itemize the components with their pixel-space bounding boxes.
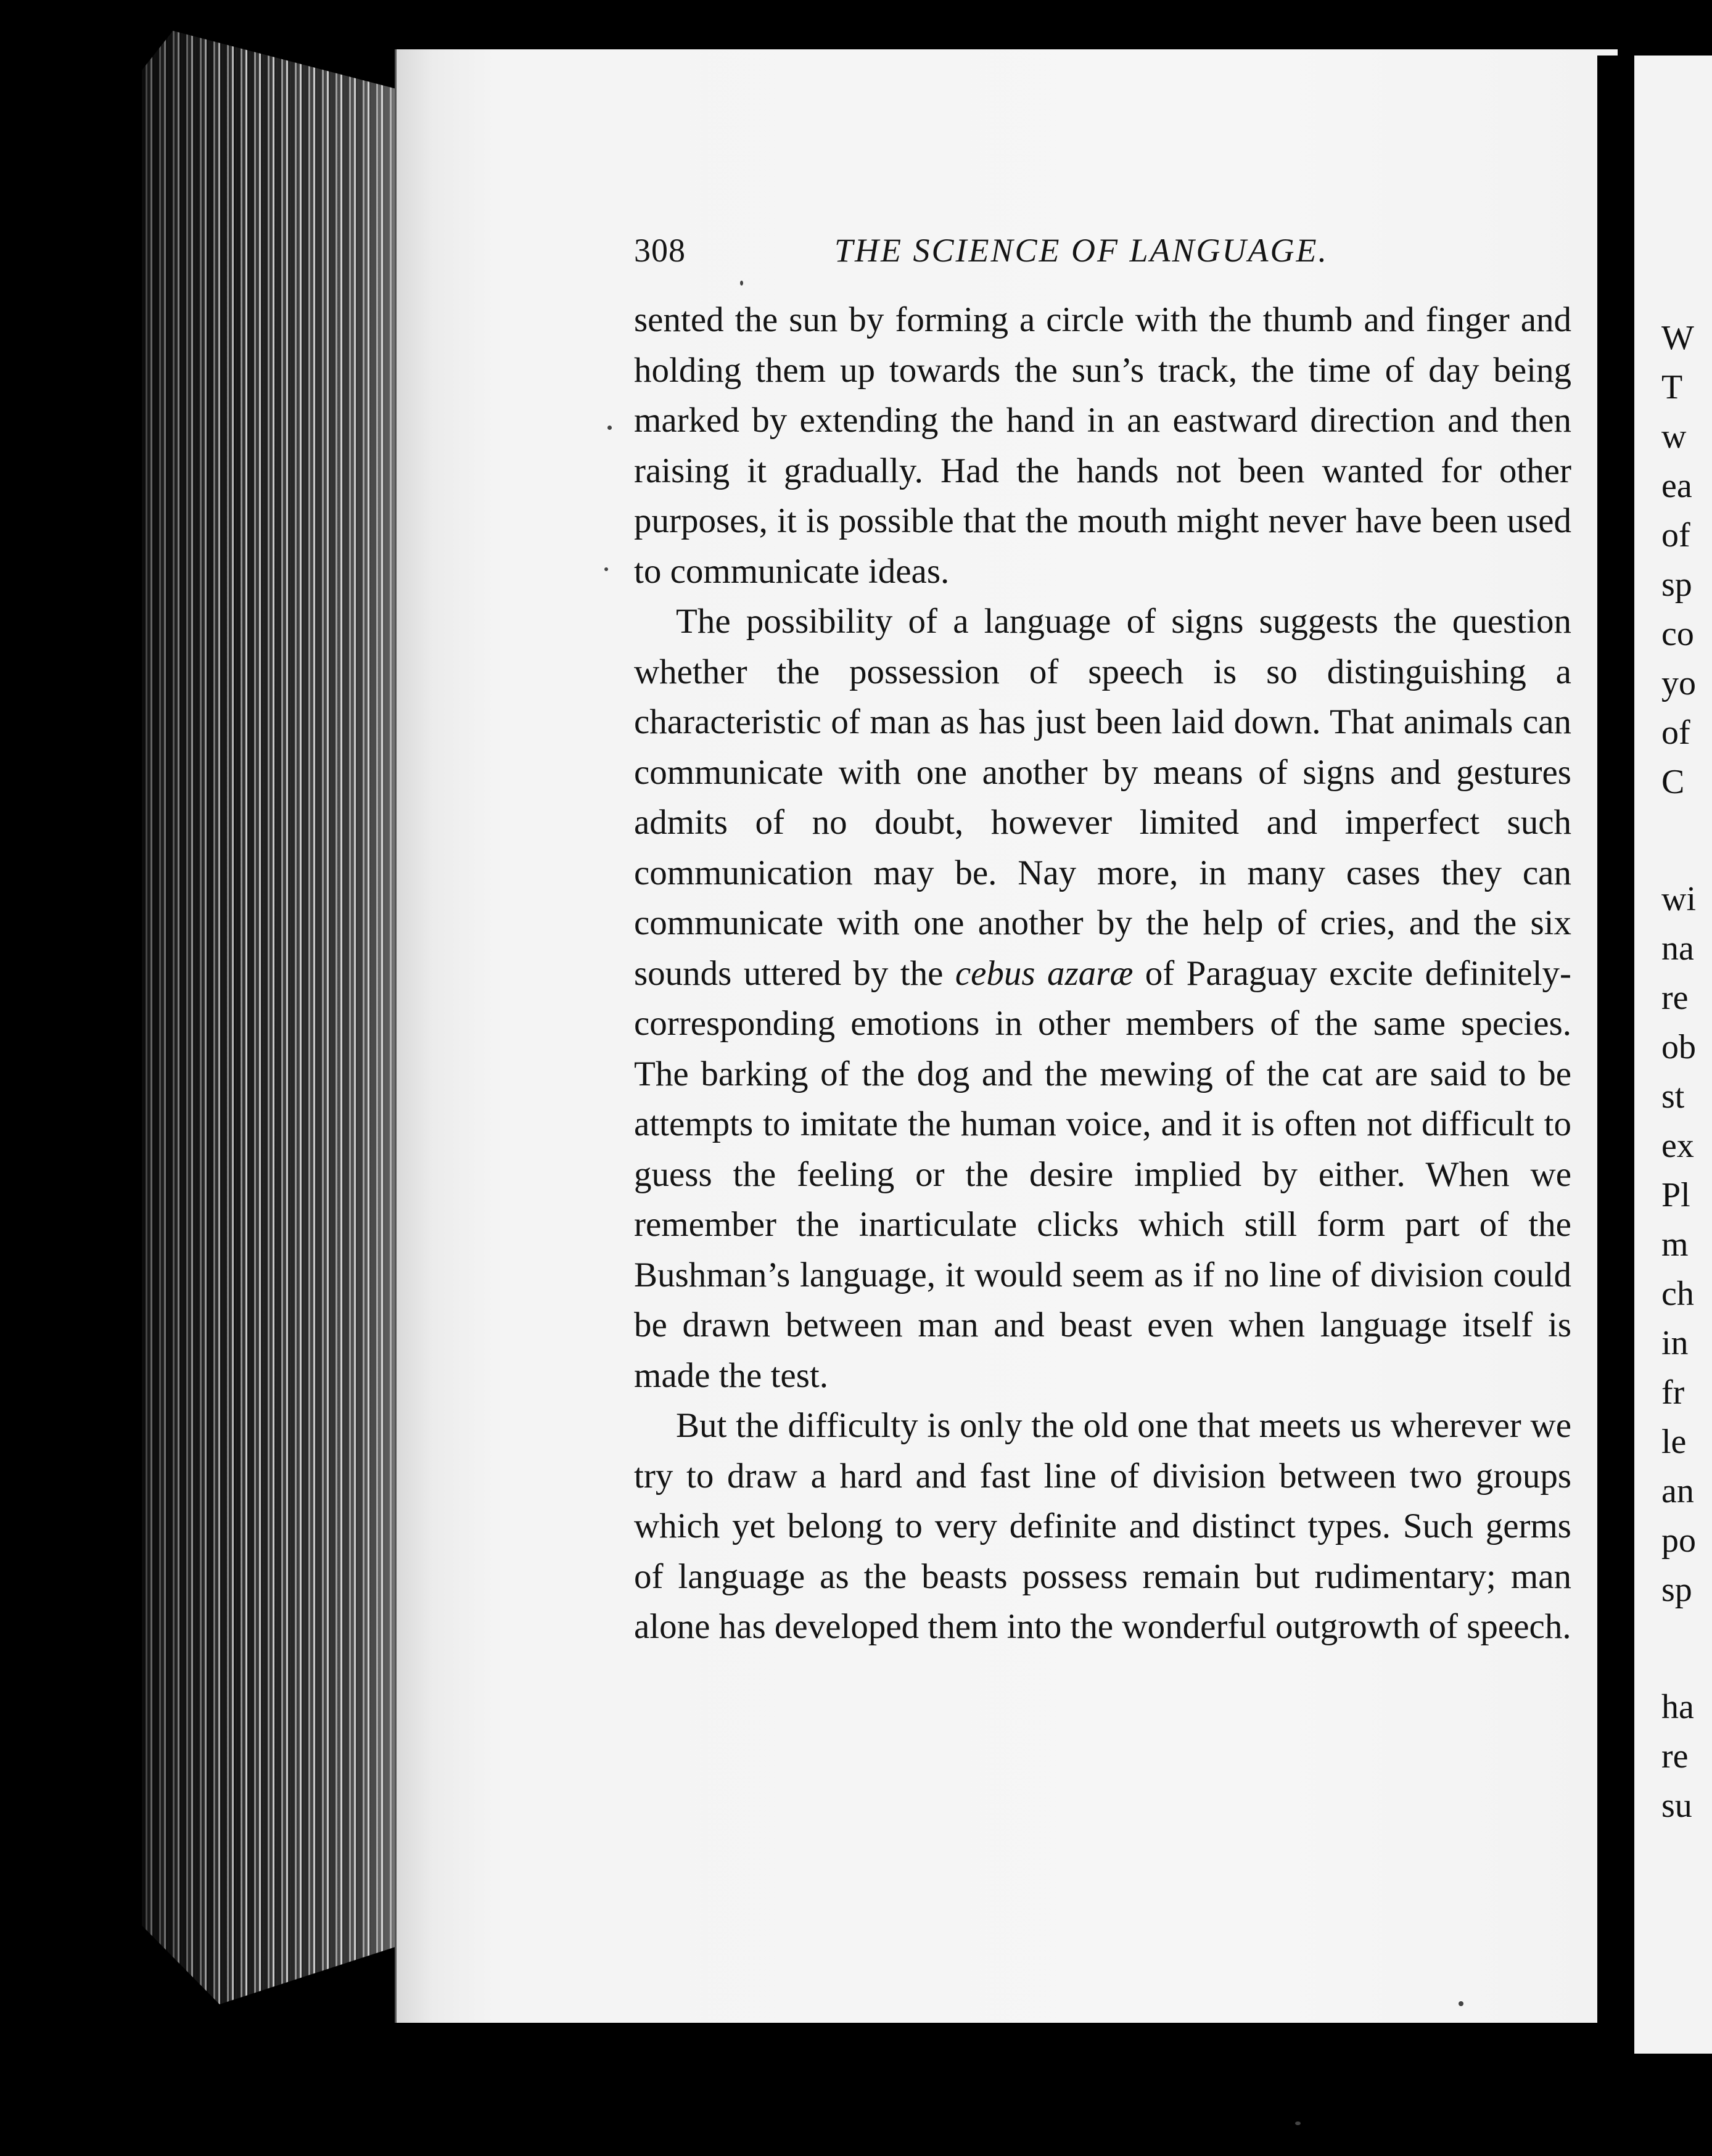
next-page-fragment: na <box>1661 929 1694 968</box>
next-page-fragment: st <box>1661 1077 1685 1116</box>
next-page-fragment: wi <box>1661 880 1696 918</box>
paragraph-text: of Paraguay excite definitely-corresponding emotions in other members of the same species. The barking of the dog and the mewing of the cat are said to be attempts to imitate the human voice, and it is often not difficult to guess the feeling or the desire implied by either. When we remember the inarticulate clicks which still form part of the Bushman’s language, it would seem as if no line of division could be drawn between man and beast even when language itself is made the test. <box>634 953 1571 1395</box>
next-page-fragment: in <box>1661 1324 1689 1362</box>
next-page-fragment: yo <box>1661 664 1696 702</box>
next-page-fragment: of <box>1661 714 1690 752</box>
paragraph <box>634 596 1571 1401</box>
next-page-fragment: w <box>1661 418 1687 456</box>
next-page-fragment: ch <box>1661 1275 1694 1313</box>
next-page-fragment: po <box>1661 1521 1696 1560</box>
book-gutter <box>1597 56 1634 2060</box>
next-page-fragment: ea <box>1661 467 1692 505</box>
next-page-fragment: ob <box>1661 1028 1696 1066</box>
next-page-fragment: sp <box>1661 566 1692 604</box>
page-number: 308 <box>634 232 686 269</box>
next-page-fragment: ex <box>1661 1127 1694 1165</box>
paragraph: sented the sun by forming a circle with the thumb and finger and holding them up towards the sun’s track, the time of day being marked by extending the hand in an eastward direction and then raising it gradually. Had the hands not been wanted for other purposes, it is possible that the mouth might never have been used to communicate ideas. <box>634 300 1571 591</box>
next-page-fragment: m <box>1661 1225 1689 1264</box>
next-page-fragment: of <box>1661 516 1690 554</box>
next-page-fragment: co <box>1661 615 1694 653</box>
next-page-fragment: re <box>1661 1737 1689 1775</box>
paragraph-text: The possibility of a language of signs suggests the question whether the possession of speech is so distinguishing a characteristic of man as has just been laid down. That animals can communicate with one another by means of signs and gestures admits of no doubt, however limited and imperfect such communication may be. Nay more, in many cases they can communicate with one another by the help of cries, and the six sounds uttered by the <box>634 602 1571 993</box>
next-page-fragment: re <box>1661 979 1689 1017</box>
next-page-fragment: W <box>1661 319 1694 357</box>
book-page-edges <box>142 31 401 2004</box>
next-page-fragment: an <box>1661 1472 1694 1510</box>
next-page-fragment: su <box>1661 1787 1692 1825</box>
next-page-fragment: Pl <box>1661 1176 1690 1214</box>
next-page-fragment: fr <box>1661 1373 1685 1412</box>
next-page-edge <box>1634 56 1712 2054</box>
next-page-fragment: C <box>1661 763 1685 801</box>
page-header <box>634 231 1411 281</box>
species-name: cebus azaræ <box>955 953 1134 993</box>
next-page-fragment: ha <box>1661 1688 1694 1726</box>
next-page-fragment: sp <box>1661 1571 1692 1609</box>
next-page-fragment: le <box>1661 1423 1687 1461</box>
running-title: THE SCIENCE OF LANGUAGE. <box>834 232 1328 269</box>
next-page-fragment: T <box>1661 368 1683 406</box>
body-text <box>634 295 1571 1652</box>
paragraph: But the difficulty is only the old one that meets us wherever we try to draw a hard and fast line of division between two groups which yet belong to very definite and distinct types. Such germs of language as the beasts possess remain but rudimentary; man alone has developed them into the wonderful outgrowth of speech. <box>634 1406 1571 1646</box>
